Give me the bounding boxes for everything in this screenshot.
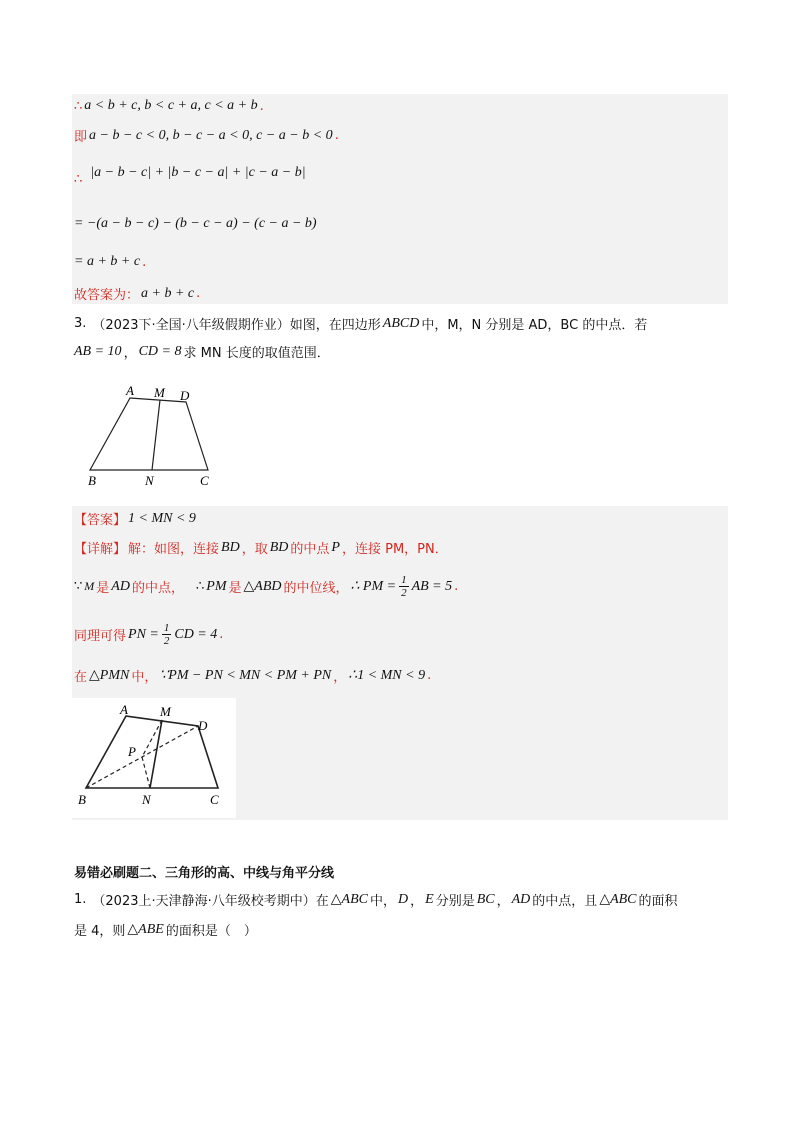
solution-line-2 bbox=[74, 126, 339, 145]
likewise-text: 同理可得 bbox=[74, 629, 127, 644]
label-b: B bbox=[78, 792, 86, 807]
problem-text: 分别是 bbox=[435, 894, 475, 909]
triangle-abe: △ABE bbox=[127, 922, 164, 937]
solution-figure bbox=[74, 700, 234, 810]
solution-line-6 bbox=[74, 284, 200, 303]
segment-bd: BD bbox=[221, 539, 240, 555]
fraction-denominator: 2 bbox=[401, 587, 407, 599]
problem-text: 中， bbox=[369, 894, 396, 909]
point-e: E bbox=[425, 891, 434, 907]
triangle-abc: △ABC bbox=[599, 892, 637, 907]
quad-name: ABCD bbox=[382, 315, 420, 331]
problem1-line-2 bbox=[74, 920, 257, 939]
in-text: 中， bbox=[131, 670, 158, 685]
solution-line-4 bbox=[74, 216, 317, 232]
pn-equation-right: CD = 4 bbox=[174, 626, 218, 642]
period: . bbox=[259, 98, 264, 114]
detail-label: 【详解】 bbox=[74, 542, 127, 557]
separator: ， bbox=[123, 346, 137, 361]
triangle-abd: △ABD bbox=[243, 579, 282, 594]
label-d: D bbox=[180, 388, 190, 403]
midpoint-text: 的中点， bbox=[131, 581, 184, 596]
label-n: N bbox=[145, 473, 154, 488]
triangle-inequality: ∵PM − PN < MN < PM + PN bbox=[159, 668, 332, 683]
problem3-line-2 bbox=[74, 342, 330, 361]
fraction-half bbox=[399, 574, 409, 599]
detail-text: 的中点 bbox=[290, 542, 330, 557]
is-text: 是 bbox=[96, 581, 110, 596]
inequality-line: a − b − c < 0, b − c − a < 0, c − a − b < 0 bbox=[89, 127, 333, 143]
segment-bc: BC bbox=[476, 891, 495, 907]
detail-line-4 bbox=[74, 666, 431, 685]
inequality-line: a < b + c, b < c + a, c < a + b bbox=[84, 98, 258, 113]
answer-expression: 1 < MN < 9 bbox=[128, 510, 196, 526]
period: . bbox=[142, 254, 147, 270]
separator: ， bbox=[333, 670, 347, 685]
problem-text: 是 4，则 bbox=[74, 924, 126, 939]
problem-source: （2023下·全国·八年级假期作业）如图，在四边形 bbox=[92, 318, 381, 333]
fraction-numerator: 1 bbox=[401, 574, 407, 586]
final-answer-expression: a + b + c bbox=[141, 285, 195, 301]
midline-text: 的中位线， bbox=[283, 581, 349, 596]
section-title: 易错必刷题二、三角形的高、中线与角平分线 bbox=[74, 866, 335, 881]
detail-line-1 bbox=[74, 538, 448, 557]
label-m: M bbox=[154, 385, 165, 400]
detail-line-3 bbox=[74, 622, 223, 647]
label-n: N bbox=[142, 792, 151, 807]
label-d: D bbox=[198, 718, 208, 733]
problem-text: ， bbox=[410, 894, 424, 909]
label-a: A bbox=[120, 702, 128, 717]
detail-text: 解：如图，连接 bbox=[128, 542, 220, 557]
period: . bbox=[219, 627, 224, 642]
label-c: C bbox=[210, 792, 219, 807]
ji-label: 即 bbox=[74, 130, 88, 145]
ab-length: AB = 10 bbox=[74, 343, 122, 359]
answer-label: 【答案】 bbox=[74, 513, 127, 528]
cd-length: CD = 8 bbox=[138, 343, 182, 359]
in-text: 在 bbox=[74, 670, 88, 685]
segment-ad: AD bbox=[511, 891, 531, 907]
solution-line-5 bbox=[74, 254, 146, 270]
detail-line-2 bbox=[74, 574, 458, 599]
fraction-denominator: 2 bbox=[163, 635, 170, 647]
segment-bd: BD bbox=[269, 539, 289, 555]
triangle-pmn: △PMN bbox=[89, 668, 130, 683]
label-m: M bbox=[160, 704, 171, 719]
problem-source: （2023上·天津静海·八年级校考期中）在 bbox=[92, 894, 329, 909]
period: . bbox=[454, 579, 459, 594]
therefore-symbol: ∴ bbox=[74, 172, 83, 187]
problem-text: 的中点，且 bbox=[532, 894, 598, 909]
triangle-abc: △ABC bbox=[330, 892, 368, 907]
point-d: D bbox=[398, 891, 409, 907]
pn-equation-left: PN = bbox=[128, 626, 159, 642]
label-c: C bbox=[200, 473, 209, 488]
segment-ad: AD bbox=[111, 578, 130, 594]
quadrilateral-figure bbox=[82, 384, 222, 490]
is-text: 是 bbox=[228, 581, 242, 596]
segment-pm: PM bbox=[206, 578, 227, 594]
result-expression: = a + b + c bbox=[74, 254, 141, 269]
problem3-line-1 bbox=[74, 314, 647, 333]
because-symbol: ∵ bbox=[74, 579, 83, 594]
problem-number: 3. bbox=[74, 316, 87, 331]
solution-line-3 bbox=[74, 158, 306, 187]
label-p: P bbox=[128, 744, 136, 759]
period: . bbox=[334, 128, 339, 143]
fraction-numerator: 1 bbox=[163, 622, 170, 634]
problem-text: 的面积 bbox=[638, 894, 678, 909]
detail-text: ，取 bbox=[241, 542, 268, 557]
detail-text: ，连接 PM，PN． bbox=[341, 542, 448, 557]
problem-text: 中，M，N 分别是 AD，BC 的中点．若 bbox=[421, 318, 648, 333]
period: . bbox=[427, 668, 432, 683]
abs-sum-expression: |a − b − c| + |b − c − a| + |c − a − b| bbox=[90, 164, 306, 180]
mn-range: ∴1 < MN < 9 bbox=[348, 668, 426, 683]
pm-equation-right: AB = 5 bbox=[411, 578, 453, 594]
label-a: A bbox=[126, 384, 134, 398]
final-answer-label: 故答案为： bbox=[74, 288, 140, 303]
solution-line-1 bbox=[74, 98, 264, 114]
problem-number: 1. bbox=[74, 892, 87, 907]
fraction-half bbox=[162, 622, 172, 647]
problem1-line-1 bbox=[74, 890, 678, 909]
problem-question: 求 MN 长度的取值范围． bbox=[183, 346, 330, 361]
label-b: B bbox=[88, 473, 96, 488]
expansion-expression: = −(a − b − c) − (b − c − a) − (c − a − b) bbox=[74, 216, 317, 231]
therefore-symbol: ∴ bbox=[195, 579, 205, 594]
problem-text: ， bbox=[496, 894, 510, 909]
pm-equation-left: ∴ PM = bbox=[350, 579, 397, 594]
problem-text: 的面积是（ ） bbox=[165, 924, 257, 939]
point-p: P bbox=[331, 539, 340, 555]
point-m: M bbox=[84, 579, 95, 593]
answer-line bbox=[74, 509, 196, 528]
therefore-symbol: ∴ bbox=[74, 98, 83, 114]
period: . bbox=[196, 286, 201, 301]
